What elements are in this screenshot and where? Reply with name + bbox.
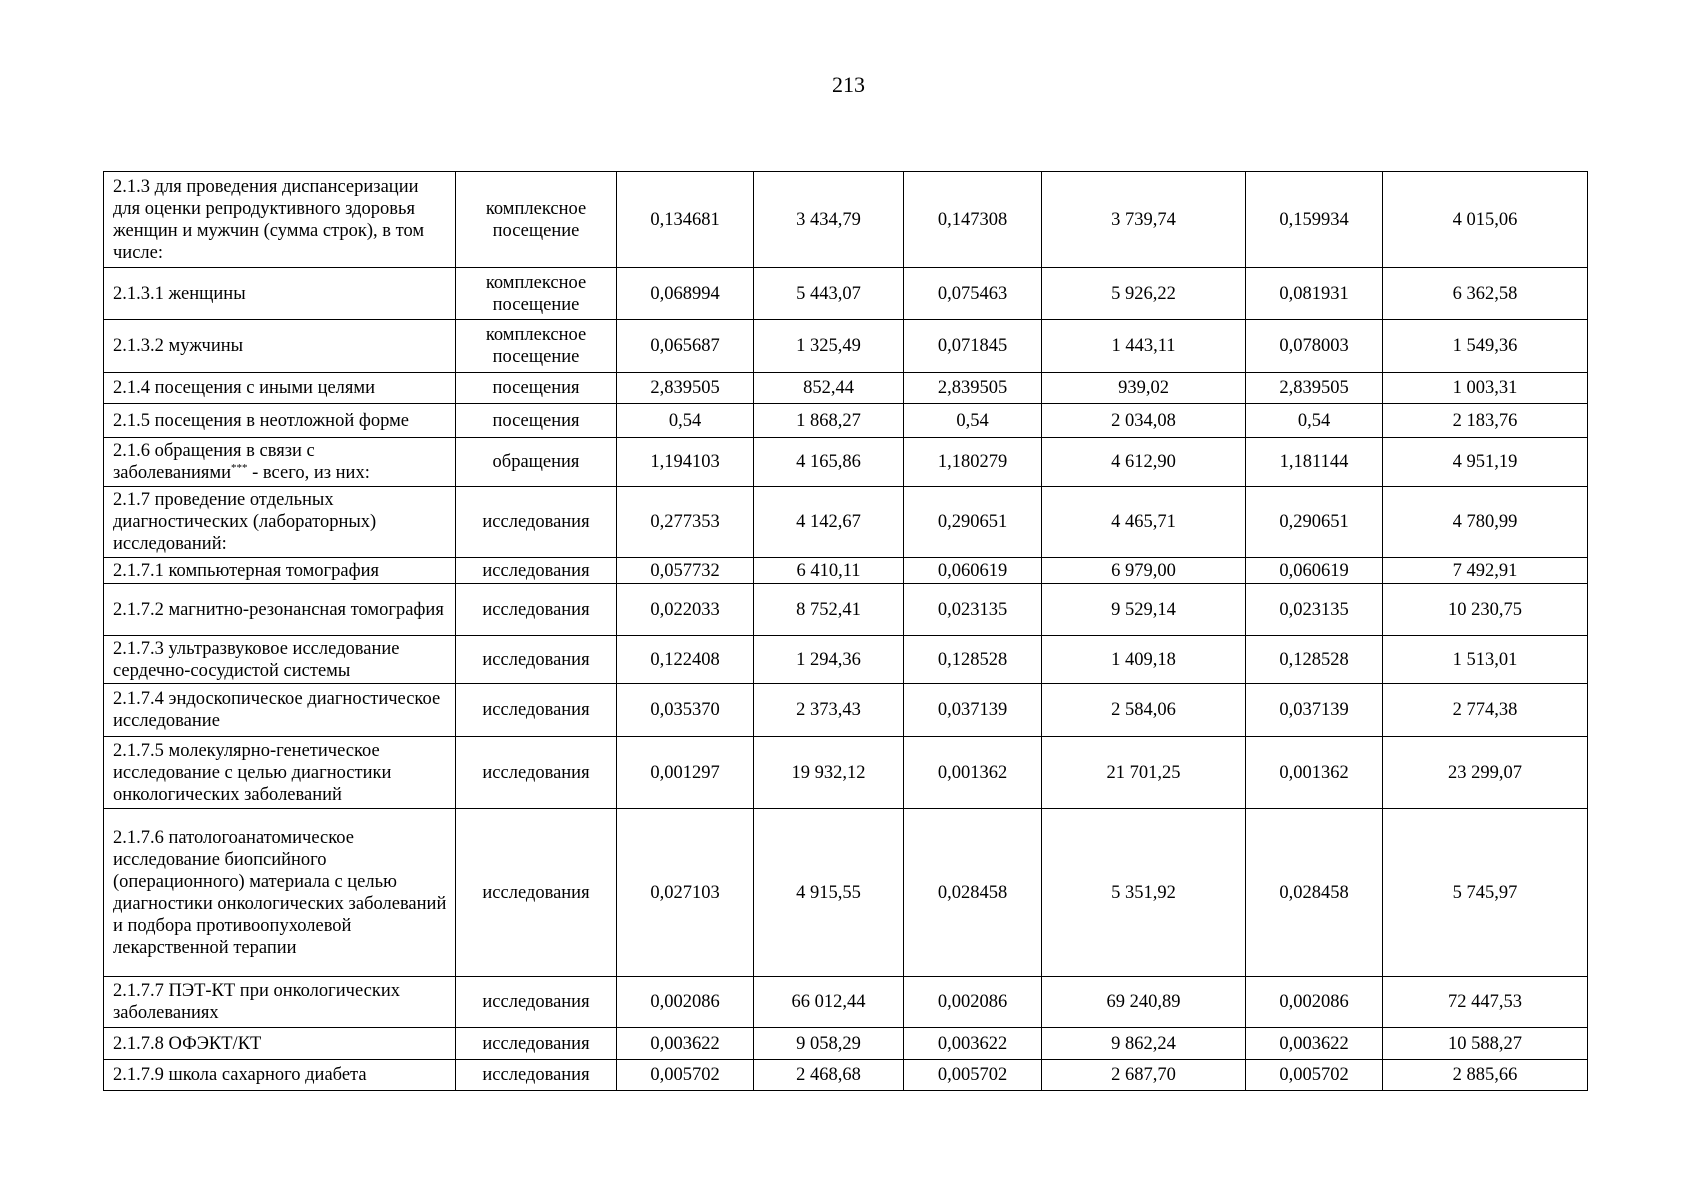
row-value-5: 2,839505 [1246, 373, 1383, 404]
row-name: 2.1.7.3 ультразвуковое исследование сердечно-сосудистой системы [104, 636, 456, 684]
table-row [104, 172, 1588, 268]
row-value-1: 0,277353 [617, 487, 754, 558]
row-name: 2.1.5 посещения в неотложной форме [104, 404, 456, 438]
row-unit: комплексное посещение [456, 268, 617, 320]
table-row [104, 558, 1588, 584]
row-value-6: 10 588,27 [1383, 1028, 1588, 1060]
row-value-6: 5 745,97 [1383, 809, 1588, 977]
row-value-2: 2 373,43 [754, 684, 904, 737]
row-unit: исследования [456, 684, 617, 737]
row-value-5: 0,081931 [1246, 268, 1383, 320]
row-name [104, 438, 456, 487]
row-value-4: 5 926,22 [1042, 268, 1246, 320]
row-name: 2.1.3 для проведения диспансеризации для оценки репродуктивного здоровья женщин и мужчин (сумма строк), в том числе: [104, 172, 456, 268]
row-value-6: 4 015,06 [1383, 172, 1588, 268]
row-name: 2.1.7.9 школа сахарного диабета [104, 1060, 456, 1091]
row-value-3: 0,290651 [904, 487, 1042, 558]
row-unit: исследования [456, 636, 617, 684]
table-row [104, 809, 1588, 977]
row-value-3: 0,002086 [904, 977, 1042, 1028]
row-value-4: 6 979,00 [1042, 558, 1246, 584]
row-value-3: 0,060619 [904, 558, 1042, 584]
row-value-3: 0,128528 [904, 636, 1042, 684]
row-value-3: 0,005702 [904, 1060, 1042, 1091]
row-value-1: 0,001297 [617, 737, 754, 809]
row-value-4: 1 443,11 [1042, 320, 1246, 373]
row-unit: исследования [456, 487, 617, 558]
row-value-6: 23 299,07 [1383, 737, 1588, 809]
row-value-1: 0,035370 [617, 684, 754, 737]
table-row [104, 1028, 1588, 1060]
row-value-3: 0,003622 [904, 1028, 1042, 1060]
row-value-2: 852,44 [754, 373, 904, 404]
row-value-2: 4 915,55 [754, 809, 904, 977]
row-value-4: 939,02 [1042, 373, 1246, 404]
page-number: 213 [832, 72, 865, 97]
row-unit: исследования [456, 558, 617, 584]
table-row [104, 977, 1588, 1028]
row-unit: исследования [456, 584, 617, 636]
row-value-4: 9 529,14 [1042, 584, 1246, 636]
row-name: 2.1.4 посещения с иными целями [104, 373, 456, 404]
table-row [104, 584, 1588, 636]
row-value-2: 9 058,29 [754, 1028, 904, 1060]
row-value-3: 0,037139 [904, 684, 1042, 737]
row-name-tail: - всего, из них: [247, 463, 370, 483]
row-value-4: 3 739,74 [1042, 172, 1246, 268]
row-unit: исследования [456, 1028, 617, 1060]
row-value-1: 0,027103 [617, 809, 754, 977]
row-unit: обращения [456, 438, 617, 487]
row-name: 2.1.7.4 эндоскопическое диагностическое исследование [104, 684, 456, 737]
row-value-1: 0,134681 [617, 172, 754, 268]
row-value-1: 0,54 [617, 404, 754, 438]
row-value-3: 0,028458 [904, 809, 1042, 977]
row-value-1: 0,065687 [617, 320, 754, 373]
row-value-1: 0,122408 [617, 636, 754, 684]
row-name: 2.1.7.2 магнитно-резонансная томография [104, 584, 456, 636]
row-value-4: 1 409,18 [1042, 636, 1246, 684]
row-value-6: 6 362,58 [1383, 268, 1588, 320]
row-value-2: 1 325,49 [754, 320, 904, 373]
row-unit: посещения [456, 373, 617, 404]
row-value-4: 2 584,06 [1042, 684, 1246, 737]
row-value-5: 0,159934 [1246, 172, 1383, 268]
row-name: 2.1.7.5 молекулярно-генетическое исследование с целью диагностики онкологических заболеваний [104, 737, 456, 809]
row-value-4: 2 687,70 [1042, 1060, 1246, 1091]
row-value-6: 2 183,76 [1383, 404, 1588, 438]
row-value-5: 0,005702 [1246, 1060, 1383, 1091]
row-value-5: 0,290651 [1246, 487, 1383, 558]
row-value-3: 1,180279 [904, 438, 1042, 487]
row-name: 2.1.7.6 патологоанатомическое исследование биопсийного (операционного) материала с целью диагностики онкологических заболеваний и подбора противоопухолевой лекарственной терапии [104, 809, 456, 977]
table-row [104, 1060, 1588, 1091]
data-table [103, 171, 1588, 1091]
row-name: 2.1.3.2 мужчины [104, 320, 456, 373]
row-name: 2.1.7 проведение отдельных диагностических (лабораторных) исследований: [104, 487, 456, 558]
row-value-4: 9 862,24 [1042, 1028, 1246, 1060]
row-unit: комплексное посещение [456, 320, 617, 373]
row-value-4: 4 465,71 [1042, 487, 1246, 558]
row-value-2: 8 752,41 [754, 584, 904, 636]
row-value-6: 2 774,38 [1383, 684, 1588, 737]
row-value-2: 4 165,86 [754, 438, 904, 487]
row-name: 2.1.7.1 компьютерная томография [104, 558, 456, 584]
row-value-2: 2 468,68 [754, 1060, 904, 1091]
row-value-4: 4 612,90 [1042, 438, 1246, 487]
row-value-3: 0,071845 [904, 320, 1042, 373]
row-unit: посещения [456, 404, 617, 438]
row-value-5: 0,54 [1246, 404, 1383, 438]
row-value-5: 0,028458 [1246, 809, 1383, 977]
row-value-2: 6 410,11 [754, 558, 904, 584]
row-value-3: 0,023135 [904, 584, 1042, 636]
row-value-1: 1,194103 [617, 438, 754, 487]
row-value-1: 0,068994 [617, 268, 754, 320]
row-value-1: 0,057732 [617, 558, 754, 584]
row-value-5: 0,060619 [1246, 558, 1383, 584]
row-unit: исследования [456, 1060, 617, 1091]
row-value-4: 21 701,25 [1042, 737, 1246, 809]
row-value-3: 2,839505 [904, 373, 1042, 404]
row-value-2: 1 868,27 [754, 404, 904, 438]
row-value-6: 1 513,01 [1383, 636, 1588, 684]
row-value-1: 0,022033 [617, 584, 754, 636]
row-name: 2.1.7.7 ПЭТ-КТ при онкологических заболеваниях [104, 977, 456, 1028]
table-row [104, 373, 1588, 404]
row-value-6: 1 549,36 [1383, 320, 1588, 373]
row-value-4: 69 240,89 [1042, 977, 1246, 1028]
row-value-6: 7 492,91 [1383, 558, 1588, 584]
row-name: 2.1.3.1 женщины [104, 268, 456, 320]
table-row [104, 320, 1588, 373]
row-value-2: 66 012,44 [754, 977, 904, 1028]
row-value-1: 0,005702 [617, 1060, 754, 1091]
row-value-2: 3 434,79 [754, 172, 904, 268]
row-value-3: 0,147308 [904, 172, 1042, 268]
table-row [104, 487, 1588, 558]
table-row [104, 404, 1588, 438]
row-value-2: 19 932,12 [754, 737, 904, 809]
row-value-6: 2 885,66 [1383, 1060, 1588, 1091]
row-value-5: 0,002086 [1246, 977, 1383, 1028]
row-value-3: 0,54 [904, 404, 1042, 438]
row-value-5: 0,037139 [1246, 684, 1383, 737]
footnote-marker: *** [231, 461, 248, 474]
row-value-5: 0,128528 [1246, 636, 1383, 684]
row-unit: исследования [456, 737, 617, 809]
row-value-2: 1 294,36 [754, 636, 904, 684]
row-value-6: 10 230,75 [1383, 584, 1588, 636]
row-value-5: 0,023135 [1246, 584, 1383, 636]
row-value-6: 4 951,19 [1383, 438, 1588, 487]
row-value-1: 0,002086 [617, 977, 754, 1028]
row-unit: комплексное посещение [456, 172, 617, 268]
row-value-5: 1,181144 [1246, 438, 1383, 487]
table-row [104, 737, 1588, 809]
row-name-text: 2.1.6 обращения в связи с заболеваниями [113, 441, 315, 483]
row-unit: исследования [456, 809, 617, 977]
row-name: 2.1.7.8 ОФЭКТ/КТ [104, 1028, 456, 1060]
row-value-2: 5 443,07 [754, 268, 904, 320]
row-value-1: 0,003622 [617, 1028, 754, 1060]
row-value-4: 2 034,08 [1042, 404, 1246, 438]
row-value-3: 0,075463 [904, 268, 1042, 320]
row-value-5: 0,003622 [1246, 1028, 1383, 1060]
row-value-4: 5 351,92 [1042, 809, 1246, 977]
row-value-6: 72 447,53 [1383, 977, 1588, 1028]
row-value-1: 2,839505 [617, 373, 754, 404]
row-unit: исследования [456, 977, 617, 1028]
table-row [104, 268, 1588, 320]
row-value-6: 1 003,31 [1383, 373, 1588, 404]
table-row [104, 438, 1588, 487]
table-body [104, 172, 1588, 1091]
row-value-3: 0,001362 [904, 737, 1042, 809]
row-value-6: 4 780,99 [1383, 487, 1588, 558]
row-value-2: 4 142,67 [754, 487, 904, 558]
row-value-5: 0,078003 [1246, 320, 1383, 373]
row-value-5: 0,001362 [1246, 737, 1383, 809]
table-row [104, 636, 1588, 684]
table-row [104, 684, 1588, 737]
